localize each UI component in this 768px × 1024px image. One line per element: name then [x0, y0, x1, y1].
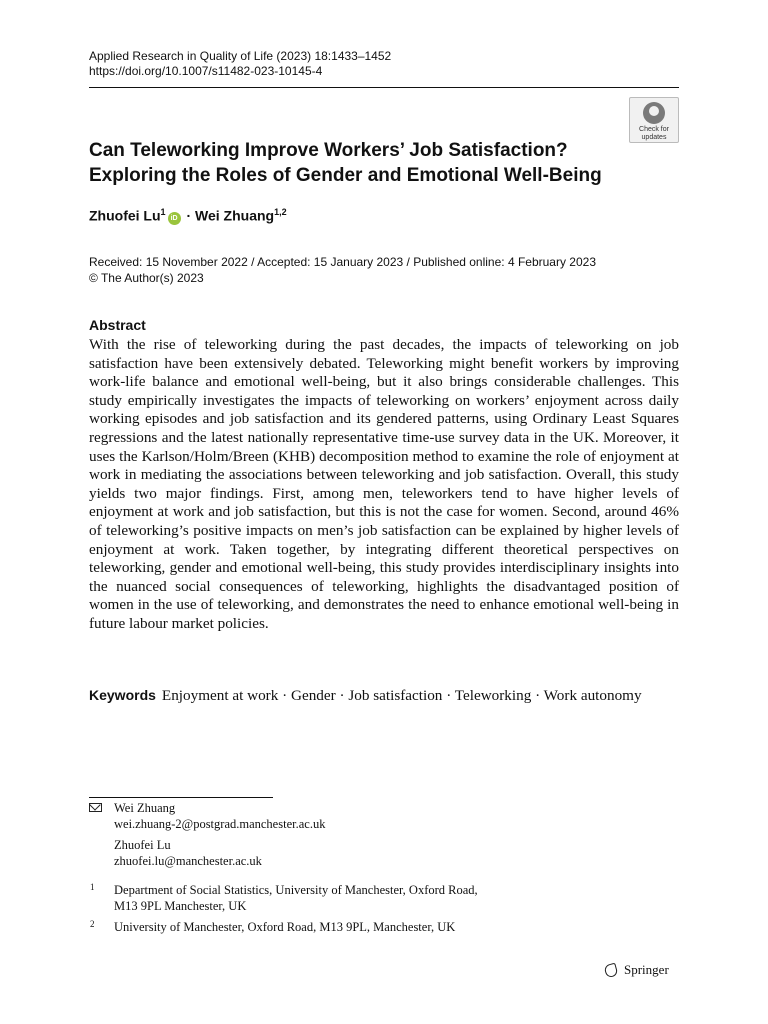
author-separator: ·	[182, 207, 196, 224]
keywords	[89, 686, 679, 706]
title-line-1: Can Teleworking Improve Workers’ Job Satisfaction?	[89, 140, 568, 161]
orcid-icon[interactable]: iD	[168, 212, 181, 225]
publisher-logo	[604, 962, 669, 978]
abstract-text: With the rise of teleworking during the past decades, the impacts of teleworking on job satisfaction have been extensively debated. Teleworking might benefit workers by improving work-life balance and emotional well-being, but it also brings considerable challenges. This study empirically investigates the impacts of teleworking on workers’ enjoyment across daily working episodes and job satisfaction and its gendered patterns, using Ordinary Least Squares regressions and the latest nationally representative time-use survey data in the UK. Moreover, it uses the Karlson/Holm/Breen (KHB) decomposition method to examine the role of enjoyment at work in mediating the associations between teleworking and job satisfaction. Overall, this study yields two major findings. First, among men, teleworkers tend to have higher levels of enjoyment at work and job satisfaction, but this is not the case for women. Second, around 46% of teleworking’s positive impacts on men’s job satisfaction can be explained by higher levels of enjoyment at work. Taken together, by integrating different theoretical perspectives on teleworking, gender and emotional well-being, this study provides interdisciplinary insights into the nuanced social consequences of teleworking, highlights the disadvantaged position of women in the use of teleworking, and demonstrates the need to enhance emotional well-being in future labour market policies.	[89, 336, 679, 632]
journal-header	[89, 49, 391, 79]
keywords-heading: Keywords	[89, 687, 156, 703]
contact-email[interactable]: zhuofei.lu@manchester.ac.uk	[114, 854, 262, 868]
affiliation-line: Department of Social Statistics, University of Manchester, Oxford Road,	[114, 883, 478, 897]
history-dates: Received: 15 November 2022 / Accepted: 15 January 2023 / Published online: 4 February 2023	[89, 255, 596, 269]
doi-link[interactable]: https://doi.org/10.1007/s11482-023-10145-4	[89, 64, 323, 78]
affiliation-number: 2	[90, 919, 95, 929]
footnote-divider	[89, 797, 273, 798]
check-for-updates-icon	[643, 102, 665, 124]
copyright: © The Author(s) 2023	[89, 271, 204, 285]
publisher-name: Springer	[624, 962, 669, 977]
affiliation-1	[114, 882, 478, 914]
author-affiliation-sup: 1,2	[274, 207, 287, 217]
article-title	[89, 138, 649, 188]
check-for-updates-button[interactable]	[629, 97, 679, 143]
contact-name: Wei Zhuang	[114, 801, 176, 815]
abstract-heading: Abstract	[89, 317, 146, 333]
springer-horse-icon	[604, 963, 618, 977]
corresponding-author	[114, 800, 325, 832]
author-list	[89, 207, 287, 225]
check-for-updates-line1: Check for	[639, 126, 669, 133]
author-name[interactable]: Wei Zhuang	[195, 207, 275, 224]
check-for-updates-line2: updates	[641, 133, 667, 141]
title-line-2: Exploring the Roles of Gender and Emotional Well-Being	[89, 165, 602, 186]
journal-citation: Applied Research in Quality of Life (2023) 18:1433–1452	[89, 49, 392, 63]
publication-dates	[89, 254, 596, 286]
contact-name: Zhuofei Lu	[114, 838, 171, 852]
author-name[interactable]: Zhuofei Lu	[89, 207, 161, 224]
second-author-contact	[114, 837, 262, 869]
affiliation-2: University of Manchester, Oxford Road, M13 9PL, Manchester, UK	[114, 920, 456, 934]
keywords-list: Enjoyment at work · Gender · Job satisfaction · Teleworking · Work autonomy	[161, 687, 642, 704]
affiliation-line: M13 9PL Manchester, UK	[114, 899, 247, 913]
mail-icon	[89, 803, 102, 812]
contact-email[interactable]: wei.zhuang-2@postgrad.manchester.ac.uk	[114, 817, 326, 831]
author-affiliation-sup: 1	[160, 207, 166, 217]
affiliation-number: 1	[90, 882, 95, 892]
header-divider	[89, 87, 679, 88]
